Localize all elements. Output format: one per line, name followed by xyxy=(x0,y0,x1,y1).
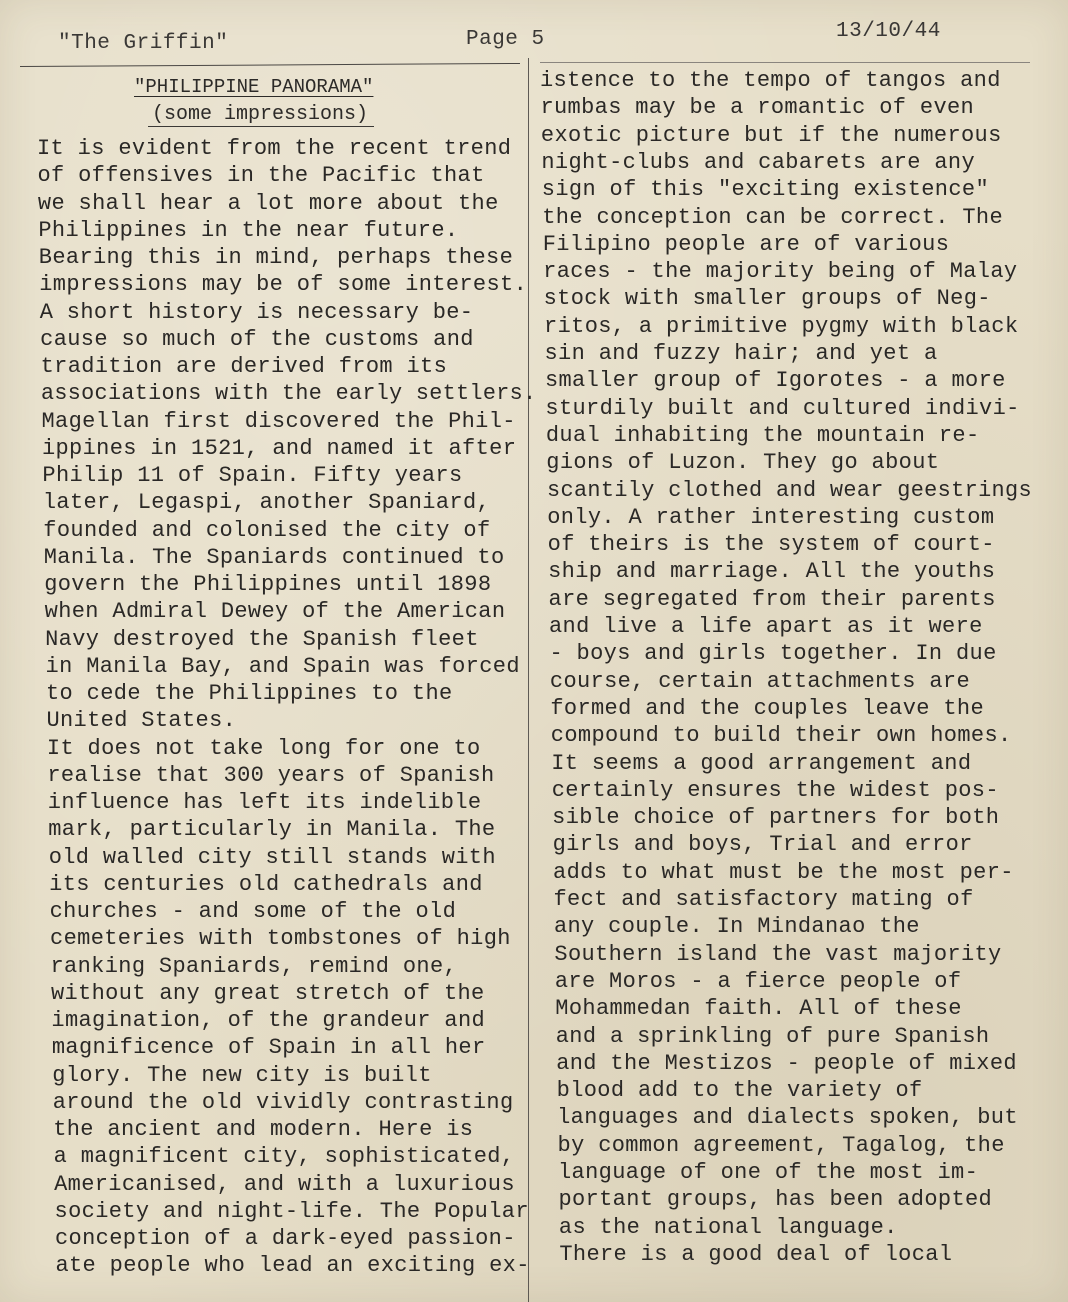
text-line: in Manila Bay, and Spain was forced xyxy=(45,653,520,679)
text-line: girls and boys, Trial and error xyxy=(552,832,973,858)
text-line: night-clubs and cabarets are any xyxy=(541,149,976,175)
text-line: govern the Philippines until 1898 xyxy=(44,572,492,597)
text-line: gions of Luzon. They go about xyxy=(546,450,940,476)
text-line: Magellan first discovered the Phil- xyxy=(41,408,516,434)
text-line: Navy destroyed the Spanish fleet xyxy=(45,626,479,652)
text-line: mark, particularly in Manila. The xyxy=(48,817,496,843)
text-line: to cede the Philippines to the xyxy=(46,681,453,706)
header-rule-right xyxy=(540,62,1030,63)
text-line: glory. The new city is built xyxy=(52,1062,432,1088)
text-line: any couple. In Mindanao the xyxy=(553,914,920,940)
text-line: stock with smaller groups of Neg- xyxy=(543,286,991,312)
text-line: races - the majority being of Malay xyxy=(543,259,1018,285)
text-line: ship and marriage. All the youths xyxy=(548,559,996,585)
text-line: only. A rather interesting custom xyxy=(547,504,995,530)
text-line: languages and dialects spoken, but xyxy=(557,1105,1018,1131)
text-line: the conception can be correct. The xyxy=(542,204,1004,230)
text-line: sin and fuzzy hair; and yet a xyxy=(544,341,938,366)
text-line: magnificence of Spain in all her xyxy=(51,1035,486,1061)
text-line: without any great stretch of the xyxy=(50,980,485,1006)
text-line: when Admiral Dewey of the American xyxy=(44,599,506,625)
text-line: Southern island the vast majority xyxy=(554,941,1002,967)
text-line: - boys and girls together. In due xyxy=(549,641,997,667)
text-line: Mohammedan faith. All of these xyxy=(555,996,962,1022)
text-line: old walled city still stands with xyxy=(48,844,496,870)
page-number: Page 5 xyxy=(466,28,545,51)
text-line: istence to the tempo of tangos and xyxy=(540,68,1001,93)
text-line: ranking Spaniards, remind one, xyxy=(50,953,458,979)
text-line: course, certain attachments are xyxy=(549,668,971,694)
text-line: dual inhabiting the mountain re- xyxy=(545,422,980,448)
text-line: associations with the early settlers. xyxy=(41,381,537,407)
text-line: tradition are derived from its xyxy=(40,354,448,379)
text-line: and the Mestizos - people of mixed xyxy=(556,1050,1017,1076)
text-line: fect and satisfactory mating of xyxy=(553,887,974,912)
text-line: sturdily built and cultured indivi- xyxy=(545,395,1020,421)
issue-date: 13/10/44 xyxy=(836,20,941,43)
text-line: smaller group of Igorotes - a more xyxy=(544,368,1006,394)
text-line: later, Legaspi, another Spaniard, xyxy=(42,490,491,516)
text-line: Manila. The Spaniards continued to xyxy=(43,544,505,570)
text-line: influence has left its indelible xyxy=(47,790,482,815)
text-line: and live a life apart as it were xyxy=(549,614,983,639)
text-line: United States. xyxy=(46,708,237,734)
text-line: Philippines in the near future. xyxy=(38,217,459,243)
text-line: realise that 300 years of Spanish xyxy=(47,762,495,788)
text-line: its centuries old cathedrals and xyxy=(49,871,483,897)
text-line: churches - and some of the old xyxy=(49,899,457,924)
text-line: of theirs is the system of court- xyxy=(547,532,995,558)
text-line: rumbas may be a romantic of even xyxy=(540,95,975,121)
text-line: certainly ensures the widest pos- xyxy=(551,777,999,803)
text-line: formed and the couples leave the xyxy=(550,695,985,721)
text-line: adds to what must be the most per- xyxy=(553,859,1014,885)
article-subtitle: (some impressions) xyxy=(148,103,374,127)
text-line: impressions may be of some interest. xyxy=(39,272,528,298)
text-line: ritos, a primitive pygmy with black xyxy=(544,313,1019,339)
text-line: around the old vividly contrasting xyxy=(52,1089,514,1115)
text-line: the ancient and modern. Here is xyxy=(53,1117,474,1142)
text-line: of offensives in the Pacific that xyxy=(37,163,485,189)
text-line: a magnificent city, sophisticated, xyxy=(53,1144,515,1170)
text-line: It seems a good arrangement and xyxy=(551,750,972,776)
text-line: blood add to the variety of xyxy=(556,1078,923,1104)
text-line: sign of this "exciting existence" xyxy=(541,177,990,203)
text-line: ippines in 1521, and named it after xyxy=(41,435,517,461)
column-divider xyxy=(528,58,529,1302)
text-line: cause so much of the customs and xyxy=(40,326,474,352)
text-line: founded and colonised the city of xyxy=(43,517,491,543)
text-line: and a sprinkling of pure Spanish xyxy=(555,1023,990,1049)
text-line: language of one of the most im- xyxy=(558,1160,979,1185)
text-line: There is a good deal of local xyxy=(559,1241,953,1267)
text-line: exotic picture but if the numerous xyxy=(540,122,1002,148)
publication-name: "The Griffin" xyxy=(58,32,229,55)
header-rule xyxy=(20,63,520,67)
text-line: Bearing this in mind, perhaps these xyxy=(38,245,514,270)
text-line: It does not take long for one to xyxy=(46,735,481,761)
text-line: portant groups, has been adopted xyxy=(558,1187,993,1213)
text-line: are segregated from their parents xyxy=(548,586,996,612)
article-title: "PHILIPPINE PANORAMA" xyxy=(134,76,374,98)
text-line: sible choice of partners for both xyxy=(552,805,1000,831)
text-line: It is evident from the recent trend xyxy=(37,136,512,161)
text-line: imagination, of the grandeur and xyxy=(51,1008,486,1033)
text-line: by common agreement, Tagalog, the xyxy=(557,1132,1005,1158)
text-line: we shall hear a lot more about the xyxy=(37,190,499,216)
text-line: ate people who lead an exciting ex- xyxy=(55,1253,530,1279)
text-line: society and night-life. The Popular xyxy=(54,1198,529,1224)
text-line: are Moros - a fierce people of xyxy=(554,968,962,994)
text-line: Americanised, and with a luxurious xyxy=(54,1171,515,1197)
text-line: scantily clothed and wear geestrings xyxy=(546,477,1032,503)
text-line: Filipino people are of various xyxy=(542,231,950,257)
text-line: cemeteries with tombstones of high xyxy=(50,926,511,952)
text-line: compound to build their own homes. xyxy=(550,723,1012,749)
text-line: as the national language. xyxy=(558,1214,898,1240)
text-line: Philip 11 of Spain. Fifty years xyxy=(42,463,463,488)
text-line: conception of a dark-eyed passion- xyxy=(55,1226,516,1251)
text-line: A short history is necessary be- xyxy=(39,299,474,325)
